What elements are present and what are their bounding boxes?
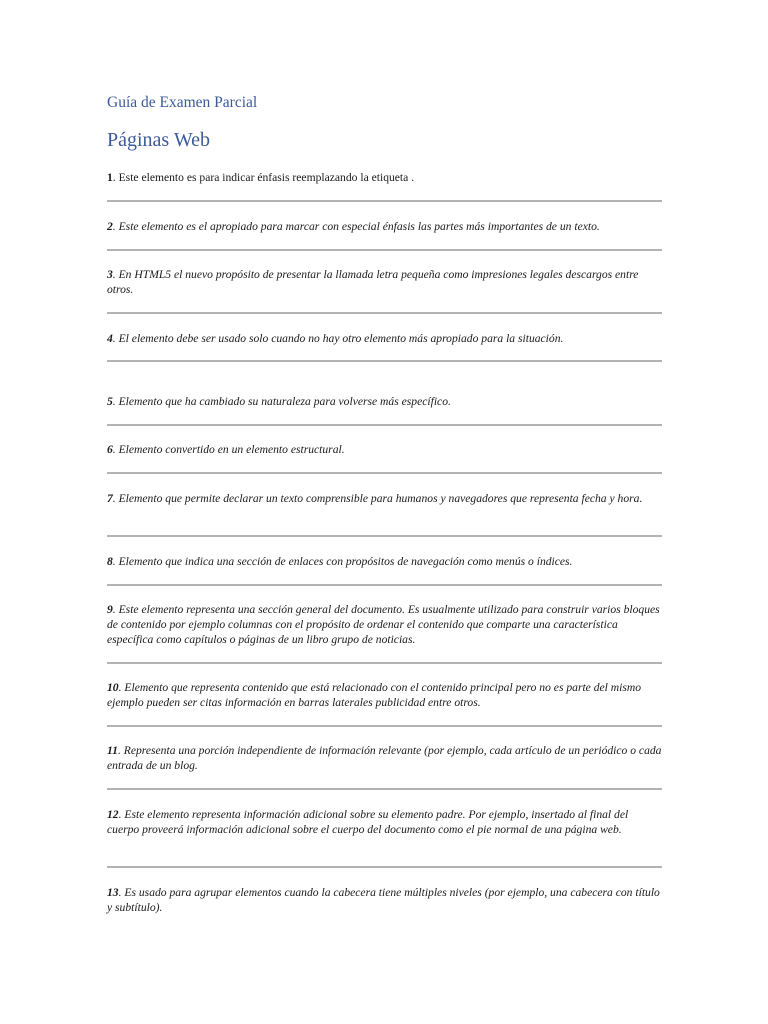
question-text: . Elemento que indica una sección de enlaces con propósitos de navegación como menús o índices. xyxy=(112,555,573,568)
answer-line xyxy=(107,662,662,664)
question-1 xyxy=(107,170,662,185)
question-2 xyxy=(107,219,662,234)
question-7 xyxy=(107,491,662,506)
question-text: . Elemento que ha cambiado su naturaleza para volverse más específico. xyxy=(112,395,451,408)
question-text: . Este elemento representa información adicional sobre su elemento padre. Por ejemplo, insertado al final del cuerpo proveerá información adicional sobre el cuerpo del documento como el pie normal de una página web. xyxy=(107,808,629,836)
answer-line xyxy=(107,535,662,537)
answer-line xyxy=(107,584,662,586)
answer-line xyxy=(107,312,662,314)
question-text: . Elemento que representa contenido que está relacionado con el contenido principal pero no es parte del mismo ejemplo pueden ser citas información en barras laterales publicidad entre otros. xyxy=(107,681,642,709)
question-text: . Este elemento es el apropiado para marcar con especial énfasis las partes más importantes de un texto. xyxy=(112,220,600,233)
question-number: 5 xyxy=(107,395,113,408)
question-10 xyxy=(107,680,662,710)
answer-line xyxy=(107,249,662,251)
question-number: 9 xyxy=(107,603,113,616)
question-text: . En HTML5 el nuevo propósito de presentar la llamada letra pequeña como impresiones legales descargos entre otros. xyxy=(107,268,639,296)
question-9 xyxy=(107,602,662,647)
question-text: . Es usado para agrupar elementos cuando la cabecera tiene múltiples niveles (por ejemplo, una cabecera con título y subtítulo). xyxy=(107,886,660,914)
question-number: 2 xyxy=(107,220,113,233)
document-title: Páginas Web xyxy=(107,129,211,151)
answer-line xyxy=(107,424,662,426)
question-11 xyxy=(107,743,662,773)
question-text: . Este elemento es para indicar énfasis reemplazando la etiqueta . xyxy=(112,171,415,184)
answer-line xyxy=(107,200,662,202)
question-number: 8 xyxy=(107,555,113,568)
question-text: . Representa una porción independiente de información relevante (por ejemplo, cada artículo de un periódico o cada entrada de un blog. xyxy=(107,744,662,772)
document-subtitle: Guía de Examen Parcial xyxy=(107,94,258,111)
question-text: . Elemento convertido en un elemento estructural. xyxy=(112,443,345,456)
answer-line xyxy=(107,866,662,868)
question-number: 1 xyxy=(107,171,113,184)
question-number: 3 xyxy=(107,268,113,281)
answer-line xyxy=(107,788,662,790)
answer-line xyxy=(107,472,662,474)
question-number: 11 xyxy=(107,744,118,757)
question-number: 6 xyxy=(107,443,113,456)
question-number: 7 xyxy=(107,492,113,505)
question-text: . Elemento que permite declarar un texto comprensible para humanos y navegadores que representa fecha y hora. xyxy=(112,492,643,505)
question-number: 13 xyxy=(107,886,119,899)
answer-line xyxy=(107,725,662,727)
question-5 xyxy=(107,394,662,409)
answer-line xyxy=(107,360,662,362)
question-text: . Este elemento representa una sección general del documento. Es usualmente utilizado para construir varios bloques de contenido por ejemplo columnas con el propósito de ordenar el contenido que comparte una característica específica como capítulos o páginas de un libro grupo de noticias. xyxy=(107,603,660,646)
question-12 xyxy=(107,807,662,837)
question-number: 4 xyxy=(107,332,113,345)
question-13 xyxy=(107,885,662,915)
question-4 xyxy=(107,331,662,346)
question-8 xyxy=(107,554,662,569)
question-number: 10 xyxy=(107,681,119,694)
question-number: 12 xyxy=(107,808,119,821)
question-text: . El elemento debe ser usado solo cuando no hay otro elemento más apropiado para la situación. xyxy=(112,332,564,345)
question-6 xyxy=(107,442,662,457)
question-3 xyxy=(107,267,662,297)
